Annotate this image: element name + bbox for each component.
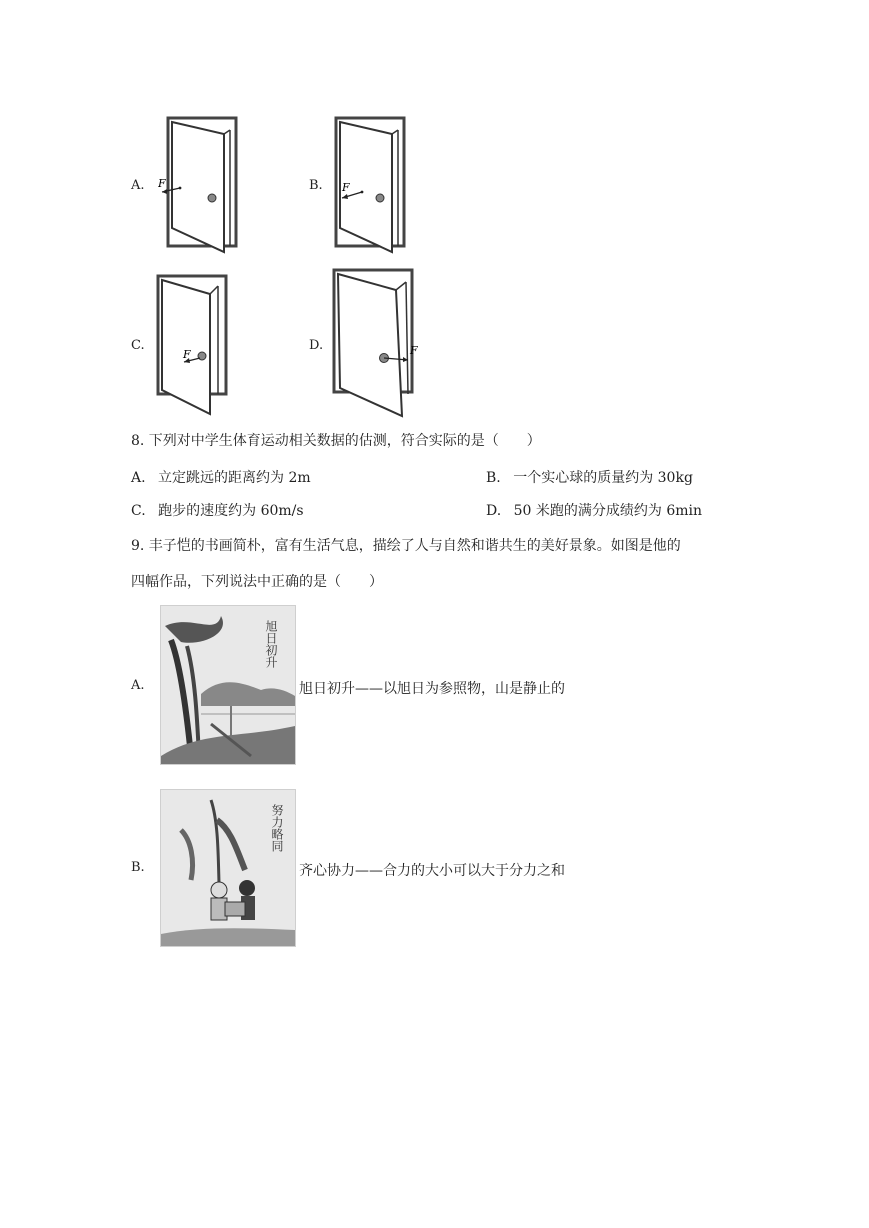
- force-label-d: F: [410, 344, 418, 357]
- q8-option-a: [131, 467, 311, 487]
- q8-option-b-label: B.: [486, 470, 501, 486]
- q7-option-c-label: C.: [131, 338, 145, 353]
- painting-sunrise: [160, 605, 296, 765]
- q9-option-a-label: A.: [131, 678, 145, 693]
- q8-option-a-label: A.: [131, 470, 146, 486]
- q7-option-b-label: B.: [309, 178, 323, 193]
- q8-option-b-text: 一个实心球的质量约为 30kg: [513, 470, 693, 486]
- force-label-c: F: [183, 348, 191, 361]
- q8-option-c: [131, 500, 304, 520]
- q9-option-a-text: 旭日初升——以旭日为参照物，山是静止的: [299, 681, 565, 697]
- q8-option-d-text: 50 米跑的满分成绩约为 6min: [513, 503, 703, 519]
- q9-stem-line1: 9. 丰子恺的书画简朴，富有生活气息，描绘了人与自然和谐共生的美好景象。如图是他的: [131, 538, 681, 554]
- q8-option-c-label: C.: [131, 503, 146, 519]
- door-figure-c: [148, 274, 232, 416]
- q8-option-a-text: 立定跳远的距离约为 2m: [158, 470, 311, 486]
- q8-option-d: [486, 500, 702, 520]
- painting-teamwork-illustration: [161, 790, 295, 946]
- door-figure-a: [158, 116, 242, 256]
- painting-teamwork-caption: 努力略同: [270, 804, 284, 852]
- painting-teamwork: [160, 789, 296, 947]
- door-figure-d: [326, 268, 422, 420]
- q8-option-b: [486, 467, 693, 487]
- q8-stem: 8. 下列对中学生体育运动相关数据的估测，符合实际的是（ ）: [131, 433, 541, 449]
- painting-sunrise-illustration: [161, 606, 295, 764]
- painting-sunrise-caption: 旭日初升: [264, 620, 278, 668]
- q9-option-b-text: 齐心协力——合力的大小可以大于分力之和: [299, 863, 565, 879]
- force-label-a: F: [158, 177, 166, 190]
- door-figure-b: [326, 116, 410, 256]
- q9-option-b-label: B.: [131, 860, 145, 875]
- q8-option-c-text: 跑步的速度约为 60m/s: [158, 503, 304, 519]
- q7-option-d-label: D.: [309, 338, 324, 353]
- q8-option-d-label: D.: [486, 503, 502, 519]
- q9-stem-line2: 四幅作品，下列说法中正确的是（ ）: [131, 574, 383, 590]
- force-label-b: F: [342, 181, 350, 194]
- q7-option-a-label: A.: [131, 178, 145, 193]
